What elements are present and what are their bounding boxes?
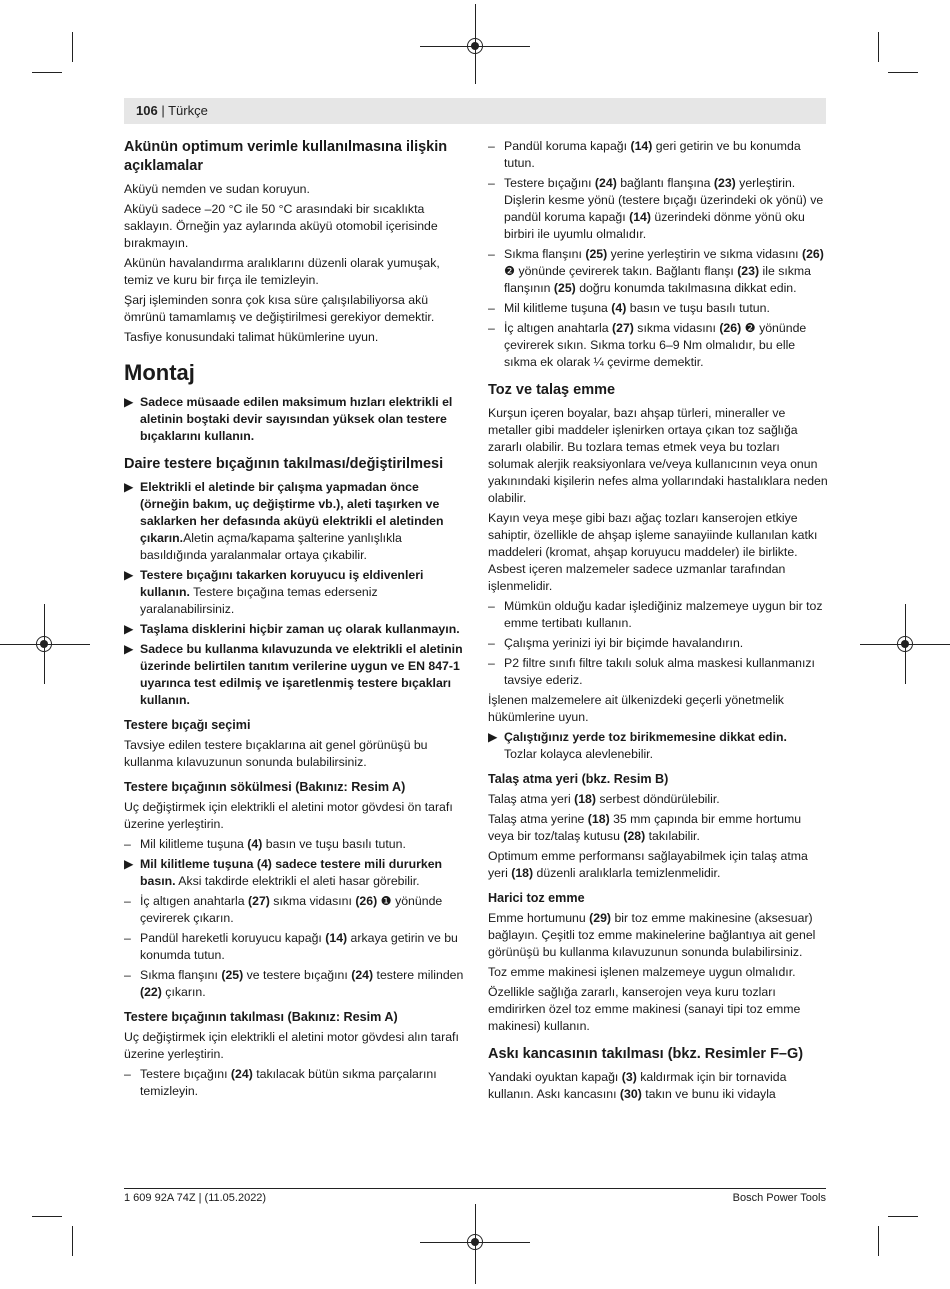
heading-sokulmesi: Testere bıçağının sökülmesi (Bakınız: Resim A): [124, 780, 406, 794]
list-item: – Pandül hareketli koruyucu kapağı (14) arkaya getirin ve bu konumda tutun.: [124, 931, 458, 962]
heading-aski: Askı kancasının takılması (bkz. Resimler F–G): [488, 1046, 804, 1062]
arrow-icon: ▶: [124, 642, 134, 656]
list-item: – Sıkma flanşını (25) yerine yerleştirin ve sıkma vidasını (26) ❷ yönünde çevirerek takın. Bağlantı flanşı (23) ile sıkma flanşının (25) doğru konumda takılmasına dikkat edin.: [488, 247, 824, 295]
paragraph: Uç değiştirmek için elektrikli el aletini motor gövdesi ön tarafı üzerine yerleştirin.: [124, 800, 453, 831]
list-item: – Mil kilitleme tuşuna (4) basın ve tuşu basılı tutun.: [124, 837, 406, 851]
paragraph: Uç değiştirmek için elektrikli el aletini motor gövdesi alın tarafı üzerine yerleştirin.: [124, 1030, 459, 1061]
arrow-icon: ▶: [124, 622, 134, 636]
list-item: – İç altıgen anahtarla (27) sıkma vidasını (26) ❷ yönünde çevirerek sıkın. Sıkma torku 6–9 Nm olmalıdır, bu elle sıkma ek olarak ¼ çevirme demektir.: [488, 321, 807, 369]
heading-talas: Talaş atma yeri (bkz. Resim B): [488, 772, 669, 786]
arrow-icon: ▶: [124, 480, 134, 494]
arrow-icon: ▶: [124, 568, 134, 582]
list-item: – İç altıgen anahtarla (27) sıkma vidasını (26) ❶ yönünde çevirerek çıkarın.: [124, 894, 443, 925]
circled-one-icon: ❶: [377, 894, 392, 908]
heading-battery: Akünün optimum verimle kullanılmasına ilişkin açıklamalar: [124, 139, 448, 174]
crop-mark: [72, 32, 73, 62]
heading-secimi: Testere bıçağı seçimi: [124, 718, 251, 732]
registration-mark-icon: [36, 636, 52, 652]
paragraph: İşlenen malzemelere ait ülkenizdeki geçerli yönetmelik hükümlerine uyun.: [488, 693, 784, 724]
paragraph: Kurşun içeren boyalar, bazı ahşap türleri, mineraller ve metaller gibi maddeler işlenirken ortaya çıkan toz sağlığa zararlı olabilir. Bu tozlara temas etmek veya bu tozları solumak alerjik reaksiyonlara ve/veya kullanıcının veya onun yakınındaki kişilerin nefes alma yollarındaki hastalıklara neden olabilir.: [488, 406, 828, 505]
registration-mark-icon: [467, 38, 483, 54]
header-text: 106 | Türkçe: [136, 103, 208, 118]
registration-mark-icon: [897, 636, 913, 652]
paragraph: Talaş atma yeri (18) serbest döndürülebilir.: [488, 792, 720, 806]
paragraph: Aküyü sadece –20 °C ile 50 °C arasındaki bir sıcaklıkta saklayın. Örneğin yaz aylarında aküyü otomobil içerisinde bırakmayın.: [124, 202, 438, 250]
circled-two-icon: ❷: [504, 264, 516, 278]
paragraph: Talaş atma yerine (18) 35 mm çapında bir emme hortumu veya bir toz/talaş kutusu (28) takılabilir.: [488, 812, 802, 843]
paragraph: Kayın veya meşe gibi bazı ağaç tozları kanserojen etkiye sahiptir, özellikle de ahşap işleme sanayiinde kullanılan katkı maddeleri (kromat, ahşap koruyucu maddeler) ile birlikte. Asbest içeren malzemeler sadece uzmanlar tarafından işlenmelidir.: [488, 511, 818, 593]
warning-item: ▶ Sadece bu kullanma kılavuzunda ve elektrikli el aletinin üzerinde belirtilen tanıtım verilerine uygun ve EN 847-1 uyarınca test edilmiş ve işaretlenmiş testere bıçakları kullanın.: [124, 642, 463, 707]
list-item: – Sıkma flanşını (25) ve testere bıçağını (24) testere milinden (22) çıkarın.: [124, 968, 464, 999]
warning-item: ▶ Testere bıçağını takarken koruyucu iş eldivenleri kullanın. Testere bıçağına temas ederseniz yaralanabilirsiniz.: [124, 568, 424, 616]
list-item: – Testere bıçağını (24) takılacak bütün sıkma parçalarını temizleyin.: [124, 1067, 437, 1098]
paragraph: Optimum emme performansı sağlayabilmek için talaş atma yeri (18) düzenli aralıklarla temizlenmelidir.: [488, 849, 808, 880]
list-item: – Çalışma yerinizi iyi bir biçimde havalandırın.: [488, 636, 744, 650]
heading-daire: Daire testere bıçağının takılması/değiştirilmesi: [124, 456, 444, 472]
doc-number: 1 609 92A 74Z | (11.05.2022): [124, 1192, 267, 1204]
heading-takilmasi: Testere bıçağının takılması (Bakınız: Resim A): [124, 1010, 398, 1024]
page-number: 106: [136, 103, 158, 118]
crop-mark: [888, 72, 918, 73]
header-language: Türkçe: [168, 103, 208, 118]
warning-item: ▶ Taşlama disklerini hiçbir zaman uç olarak kullanmayın.: [124, 622, 460, 636]
list-item: – Mil kilitleme tuşuna (4) basın ve tuşu basılı tutun.: [488, 301, 770, 315]
paragraph: Toz emme makinesi işlenen malzemeye uygun olmalıdır.: [488, 965, 796, 979]
paragraph: Yandaki oyuktan kapağı (3) kaldırmak için bir tornavida kullanın. Askı kancasını (30) takın ve bunu iki vidayla: [488, 1070, 787, 1101]
warning-item: ▶ Elektrikli el aletinde bir çalışma yapmadan önce (örneğin bakım, uç değiştirme vb.), aleti taşırken ve saklarken her defasında aküyü elektrikli el aletinden çıkarın.Aletin açma/kapama şalterine yanlışlıkla basıldığında yaralanmalar ortaya çıkabilir.: [124, 480, 444, 562]
paragraph: Şarj işleminden sonra çok kısa süre çalışılabiliyorsa akü ömrünü tamamlamış ve değiştirilmesi gerekiyor demektir.: [124, 293, 435, 324]
crop-mark: [32, 1216, 62, 1217]
crop-mark: [888, 1216, 918, 1217]
crop-mark: [878, 32, 879, 62]
warning-item: ▶ Sadece müsaade edilen maksimum hızları elektrikli el aletinin boştaki devir sayısından yüksek olan testere bıçaklarını kullanın.: [124, 395, 453, 443]
list-item: – Pandül koruma kapağı (14) geri getirin ve bu konumda tutun.: [488, 139, 801, 170]
crop-mark: [32, 72, 62, 73]
arrow-icon: ▶: [488, 730, 498, 744]
right-column: [488, 138, 828, 1106]
paragraph: Özellikle sağlığa zararlı, kanserojen veya kuru tozları emdirirken özel toz emme makinesi (sanayi tipi toz emme makinesi) kullanın.: [488, 985, 801, 1033]
warning-item: ▶ Mil kilitleme tuşuna (4) sadece testere mili dururken basın. Aksi takdirde elektrikli el aleti hasar görebilir.: [124, 857, 443, 888]
paragraph: Akünün havalandırma aralıklarını düzenli olarak yumuşak, temiz ve kuru bir fırça ile temizleyin.: [124, 256, 440, 287]
arrow-icon: ▶: [124, 857, 134, 871]
crop-mark: [878, 1226, 879, 1256]
list-item: – Mümkün olduğu kadar işlediğiniz malzemeye uygun bir toz emme tertibatı kullanın.: [488, 599, 823, 630]
paragraph: Emme hortumunu (29) bir toz emme makinesine (aksesuar) bağlayın. Çeşitli toz emme makinelerine bağlantıya ait genel görünüşü bu kullanma kılavuzunun sonunda bulabilirsiniz.: [488, 911, 816, 959]
paragraph: Tavsiye edilen testere bıçaklarına ait genel görünüşü bu kullanma kılavuzunun sonunda bulabilirsiniz.: [124, 738, 428, 769]
arrow-icon: ▶: [124, 395, 134, 409]
heading-montaj: Montaj: [124, 360, 195, 385]
list-item: – Testere bıçağını (24) bağlantı flanşına (23) yerleştirin. Dişlerin kesme yönü (testere bıçağı üzerindeki ok yönü) ve pandül koruma kapağı (14) üzerindeki dönme yönü oku birbiri ile uyumlu olmalıdır.: [488, 176, 824, 241]
heading-toz: Toz ve talaş emme: [488, 382, 616, 398]
footer-brand: Bosch Power Tools: [732, 1192, 826, 1204]
page-header: [124, 98, 826, 124]
registration-mark-icon: [467, 1234, 483, 1250]
list-item: – P2 filtre sınıfı filtre takılı soluk alma maskesi kullanmanızı tavsiye ederiz.: [488, 656, 815, 687]
paragraph: Tasfiye konusundaki talimat hükümlerine uyun.: [124, 330, 379, 344]
page-footer: [124, 1188, 826, 1204]
warning-item: ▶ Çalıştığınız yerde toz birikmemesine dikkat edin. Tozlar kolayca alevlenebilir.: [488, 730, 787, 761]
crop-mark: [72, 1226, 73, 1256]
circled-two-icon: ❷: [741, 321, 756, 335]
heading-harici: Harici toz emme: [488, 891, 585, 905]
paragraph: Aküyü nemden ve sudan koruyun.: [124, 182, 310, 196]
left-column: [124, 138, 464, 1103]
